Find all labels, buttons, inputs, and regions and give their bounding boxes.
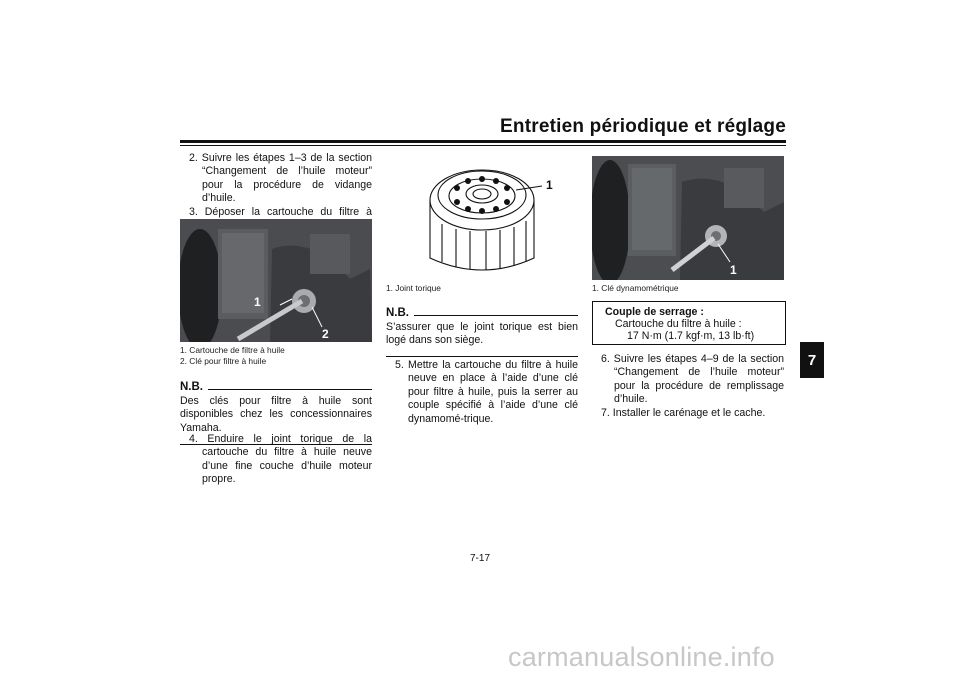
note-rule xyxy=(414,315,578,316)
caption-1: 1. Clé dynamométrique xyxy=(592,283,679,293)
engine-photo-illustration xyxy=(180,219,372,342)
step-2: 2. Suivre les étapes 1–3 de la section “Changement de l’huile moteur” pour la procédure de vidange d’huile. xyxy=(189,152,372,205)
step-4: 4. Enduire le joint torique de la cartouche du filtre à huile neuve d’une fine couche d’huile moteur propre. xyxy=(189,433,372,486)
step-7: 7. Installer le carénage et le cache. xyxy=(601,406,766,419)
note-label: N.B. xyxy=(386,307,409,319)
page-number: 7-17 xyxy=(469,553,490,564)
step-3: 3. Déposer la cartouche du filtre à xyxy=(189,205,372,218)
header-rule xyxy=(180,140,786,143)
callout-1: 1 xyxy=(730,263,737,277)
caption-2: 2. Clé pour filtre à huile xyxy=(180,356,267,366)
col2-note xyxy=(386,307,578,357)
photo-torque-wrench xyxy=(592,156,784,280)
torque-spec-box xyxy=(592,301,786,345)
engine-photo-illustration xyxy=(592,156,784,280)
photo-oil-filter-wrench xyxy=(180,219,372,342)
note-text: Des clés pour filtre à huile sont disponibles chez les concessionnaires Yamaha. xyxy=(180,395,372,434)
oil-filter-drawing xyxy=(386,150,578,278)
col1-steps-bottom xyxy=(180,433,372,487)
torque-title: Couple de serrage : xyxy=(605,306,704,318)
chapter-tab: 7 xyxy=(800,342,824,378)
caption-1: 1. Joint torique xyxy=(386,283,441,293)
watermark: carmanualsonline.info xyxy=(508,642,775,672)
note-text: S’assurer que le joint torique est bien logé dans son siège. xyxy=(386,321,578,347)
callout-1: 1 xyxy=(546,178,553,192)
caption-1: 1. Cartouche de filtre à huile xyxy=(180,345,285,355)
torque-value: 17 N·m (1.7 kgf·m, 13 lb·ft) xyxy=(627,330,755,342)
note-end-rule xyxy=(386,356,578,357)
callout-2: 2 xyxy=(322,327,329,341)
note-rule xyxy=(208,389,372,390)
col1-captions xyxy=(180,345,372,367)
step-5: 5. Mettre la cartouche du filtre à huile neuve en place à l’aide d’une clé pour filtre à huile, puis la serrer au couple spécifié à l’aide d’une clé dynamomé-trique. xyxy=(395,359,578,425)
figure-oil-filter xyxy=(386,150,578,278)
header-rule-thin xyxy=(180,145,786,146)
torque-item: Cartouche du filtre à huile : xyxy=(615,318,742,330)
callout-1: 1 xyxy=(254,295,261,309)
note-label: N.B. xyxy=(180,381,203,393)
col3-steps xyxy=(592,353,784,420)
step-6: 6. Suivre les étapes 4–9 de la section “Changement de l’huile moteur” pour la procédure de remplissage d’huile. xyxy=(601,353,784,406)
col2-steps xyxy=(386,359,578,426)
page-title: Entretien périodique et réglage xyxy=(500,116,786,137)
